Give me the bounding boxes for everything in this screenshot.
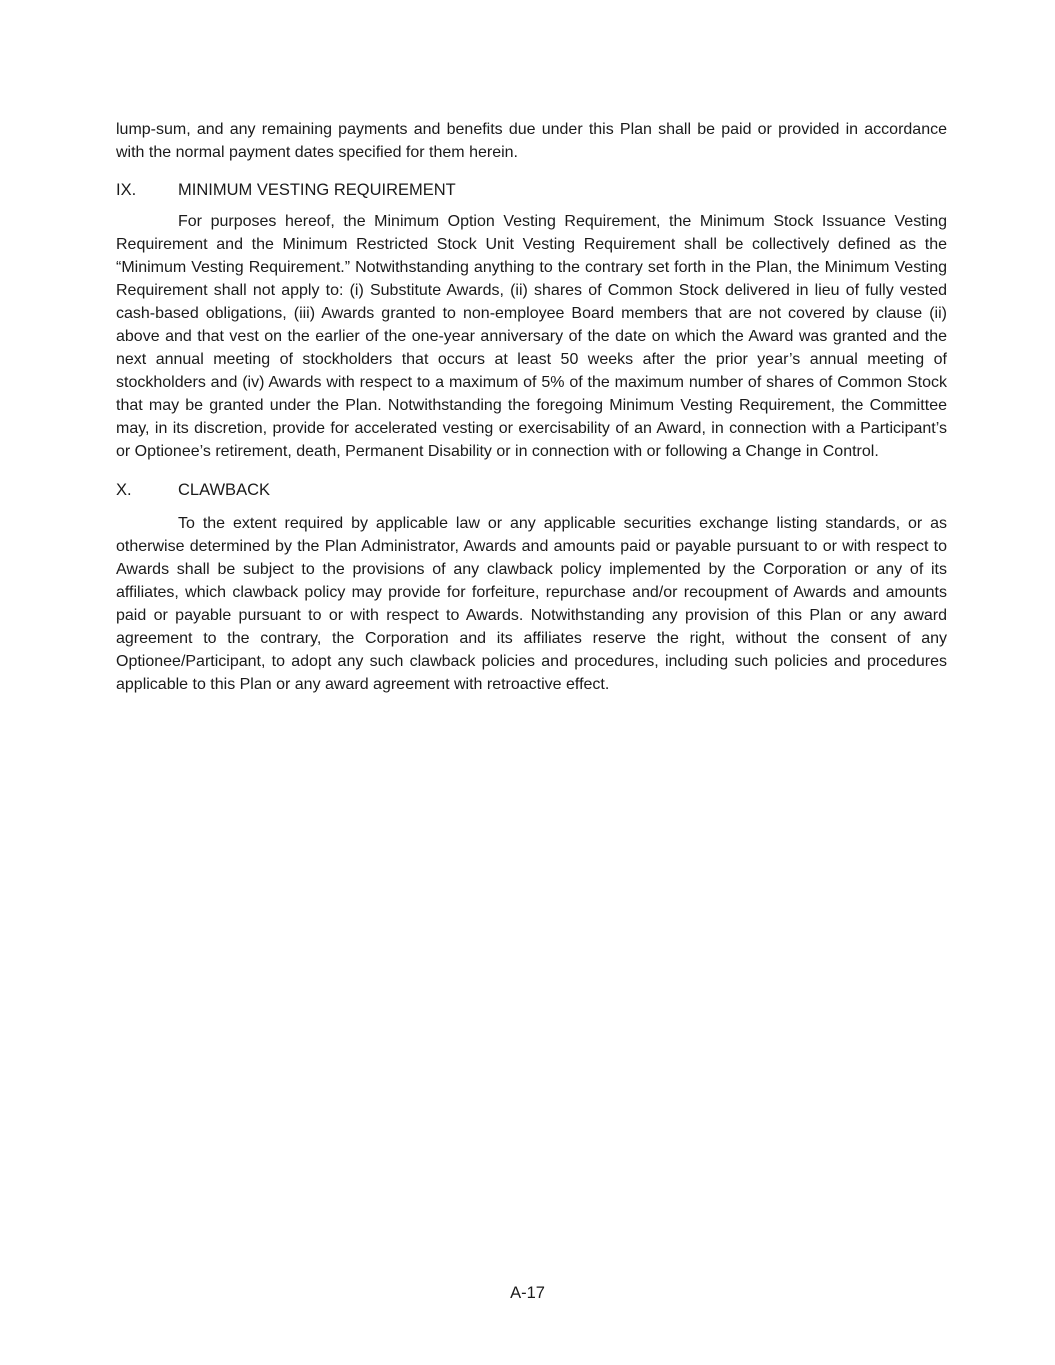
section-heading-minimum-vesting bbox=[116, 179, 947, 202]
section-number: IX. bbox=[116, 181, 137, 199]
intro-paragraph: lump-sum, and any remaining payments and benefits due under this Plan shall be paid or provided in accordance with the normal payment dates specified for them herein. bbox=[116, 121, 947, 161]
section-body-minimum-vesting: For purposes hereof, the Minimum Option Vesting Requirement, the Minimum Stock Issuance Vesting Requirement and the Minimum Restricted Stock Unit Vesting Requirement shall be collectively defined as the “Minimum Vesting Requirement.” Notwithstanding anything to the contrary set forth in the Plan, the Minimum Vesting Requirement shall not apply to: (i) Substitute Awards, (ii) shares of Common Stock delivered in lieu of fully vested cash-based obligations, (iii) Awards granted to non-employee Board members that are not covered by clause (ii) above and that vest on the earlier of the one-year anniversary of the date on which the Award was granted and the next annual meeting of stockholders that occurs at least 50 weeks after the prior year’s annual meeting of stockholders and (iv) Awards with respect to a maximum of 5% of the maximum number of shares of Common Stock that may be granted under the Plan. Notwithstanding the foregoing Minimum Vesting Requirement, the Committee may, in its discretion, provide for accelerated vesting or exercisability of an Award, in connection with a Participant’s or Optionee’s retirement, death, Permanent Disability or in connection with or following a Change in Control. bbox=[116, 213, 947, 460]
section-body-clawback: To the extent required by applicable law or any applicable securities exchange listing standards, or as otherwise determined by the Plan Administrator, Awards and amounts paid or payable pursuant to or with respect to Awards shall be subject to the provisions of any clawback policy implemented by the Corporation or any of its affiliates, which clawback policy may provide for forfeiture, repurchase and/or recoupment of Awards and amounts paid or payable pursuant to or with respect to Awards. Notwithstanding any provision of this Plan or any award agreement to the contrary, the Corporation and its affiliates reserve the right, without the consent of any Optionee/Participant, to adopt any such clawback policies and procedures, including such policies and procedures applicable to this Plan or any award agreement with retroactive effect. bbox=[116, 515, 947, 693]
section-number: X. bbox=[116, 481, 132, 499]
page-number: A-17 bbox=[510, 1284, 545, 1302]
section-title: CLAWBACK bbox=[178, 481, 270, 499]
section-heading-clawback bbox=[116, 479, 947, 502]
document-page bbox=[116, 118, 947, 696]
section-title: MINIMUM VESTING REQUIREMENT bbox=[178, 181, 456, 199]
